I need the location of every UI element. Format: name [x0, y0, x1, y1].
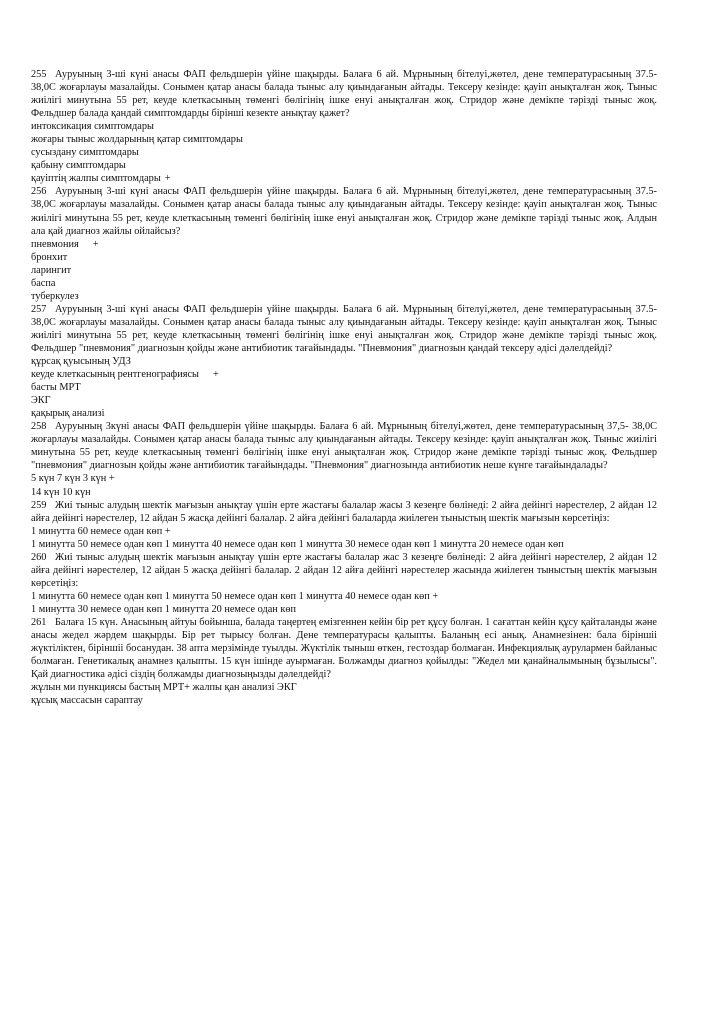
question-260: [31, 551, 657, 616]
question-259: [31, 499, 657, 551]
question-number: 258: [31, 421, 47, 433]
answer-option: баспа: [31, 277, 56, 289]
question-body: Ауруының 3күні анасы ФАП фельдшерін үйіне шақырды. Балаға 6 ай. Мұрнының бітелуі,жөтел, дене температурасының 37,5- 38,0С жоғарлауы мазалайды. Сонымен қатар анасы балада тыныс алу қиындағанын айтады. Тексеру кезінде: қауіп анықталған жоқ. Тыныс жиілігі минутына 55 рет, кеуде клеткасының төменгі бөлігінің ішке енуі анықталған жоқ. Стридор және демікпе тәрізді тыныс жоқ. Фельдшер "пневмония" диагнозын қойды және антибиотик тағайындады. "Пневмония" диагнозында антибиотик неше күнге тағайындалады?: [31, 421, 657, 472]
answer-option: қабыну симптомдары: [31, 160, 126, 172]
answer-option: құсық массасын сараптау: [31, 695, 143, 707]
question-255: [31, 68, 657, 185]
answer-option: 1 минутта 50 немесе одан көп 1 минутта 40 немесе одан көп 1 минутта 30 немесе одан көп 1 минутта 20 немесе одан көп: [31, 538, 564, 550]
answer-option: басты МРТ: [31, 382, 81, 394]
question-body: Балаға 15 күн. Анасының айтуы бойынша, балада таңертең емізгеннен кейін бір рет құсу болған. 1 сағаттан кейін құсу қайталанды және анасы жедел жәрдем шақырды. Бір рет тырысу болған. Дене температурасы қалыпты. Баланың есі анық. Анамнезінен: бала біріншіі жүктіліктен, біріншіі босанудан. 38 апта мерзімінде туылды. Жүктілік тыныш өткен, гестоздар болмаған. Инфекциялық аурулармен байланыс болмаған. Генетикалық анамнез қалыпты. 15 күн ішінде ауырмаған. Болжамды диагноз қойылды: "Жедел ми қанайналымының бұзылысы". Қай диагностика әдісі сіздің болжамды диагнозыңызды дәлелдейді?: [31, 616, 657, 681]
correct-mark: +: [212, 369, 219, 381]
question-number: 255: [31, 69, 47, 80]
question-body: Ауруының 3-ші күні анасы ФАП фельдшерін үйіне шақырды. Балаға 6 ай. Мұрнының бітелуі,жөтел, дене температурасының 37.5- 38,0С жоғарлауы мазалайды. Сонымен қатар анасы балада тыныс алу қиындағанын айтады. Тексеру кезінде: қауіп анықталған жоқ. Тыныс жиілігі минутына 55 рет, кеуде клеткасының төменгі бөлігінің ішке енуі анықталған жоқ. Стридор және демікпе тәрізді тыныс жоқ. Фельдшер "пневмония" диагнозын қойды және антибиотик тағайындады. "Пневмония" диагнозын қандай тексеру әдісі дәлелдейді?: [31, 303, 657, 354]
question-number: 259: [31, 499, 47, 511]
answer-option: интоксикация симптомдары: [31, 121, 154, 133]
answer-option: 14 күн 10 күн: [31, 486, 91, 498]
answer-option: 1 минутта 60 немесе одан көп +: [31, 525, 171, 537]
question-256: [31, 185, 657, 302]
answer-option: ЭКГ: [31, 395, 51, 407]
question-text: [31, 616, 657, 681]
correct-mark: +: [92, 238, 99, 250]
question-text: [31, 420, 657, 472]
question-text: [31, 68, 657, 120]
question-body: Ауруының 3-ші күні анасы ФАП фельдшерін үйіне шақырды. Балаға 6 ай. Мұрнының бітелуі,жөтел, дене температурасының 37.5- 38,0С жоғарлауы мазалайды. Сонымен қатар анасы балада тыныс алу қиындағанын айтады. Тексеру кезінде: қауіп анықталған жоқ. Тыныс жиілігі минутына 55 рет, кеуде клеткасының төменгі бөлігінің ішке енуі анықталған жоқ. Стридор және демікпе тәрізді тыныс жоқ. Алдын ала қай диагноз жайлы ойлайсыз?: [31, 186, 657, 237]
answer-option-correct: кеуде клеткасының рентгенографиясы +: [31, 369, 219, 381]
question-number: 256: [31, 186, 47, 198]
question-258: [31, 420, 657, 498]
question-text: [31, 499, 657, 525]
answer-option: құрсақ қуысының УДЗ: [31, 356, 131, 368]
answer-option: жоғары тыныс жолдарының қатар симптомдары: [31, 134, 243, 146]
question-number: 261: [31, 616, 47, 628]
answer-option: 1 минутта 30 немесе одан көп 1 минутта 20 немесе одан көп: [31, 603, 297, 615]
question-body: Ауруының 3-ші күні анасы ФАП фельдшерін үйіне шақырды. Балаға 6 ай. Мұрнының бітелуі,жөтел, дене температурасының 37.5- 38,0С жоғарлауы мазалайды. Сонымен қатар анасы балада тыныс алу қиындағанын айтады. Тексеру кезінде: қауіп анықталған жоқ. Тыныс жиілігі минутына 55 рет, кеуде клеткасының төменгі бөлігінің ішке енуі анықталған жоқ. Стридор және демікпе тәрізді тыныс жоқ. Фельдшер балада қандай симптомдарды бірінші кезекте анықтау қажет?: [31, 69, 657, 120]
answer-option: 1 минутта 60 немесе одан көп 1 минутта 50 немесе одан көп 1 минутта 40 немесе одан көп +: [31, 590, 439, 602]
correct-mark: +: [164, 173, 171, 185]
answer-option: қақырық анализі: [31, 408, 105, 420]
answer-option: жұлын ми пункциясы бастың МРТ+ жалпы қан анализі ЭКГ: [31, 682, 297, 694]
question-text: [31, 303, 657, 355]
answer-option-correct: қауіптің жалпы симптомдары +: [31, 173, 171, 185]
answer-option: 5 күн 7 күн 3 күн +: [31, 473, 115, 485]
answer-option: туберкулез: [31, 290, 79, 302]
answer-option: бронхит: [31, 251, 68, 263]
question-text: [31, 551, 657, 590]
question-number: 260: [31, 551, 47, 563]
question-261: [31, 616, 657, 707]
question-257: [31, 303, 657, 420]
question-body: Жиі тыныс алудың шектік мағызын анықтау үшін ерте жастағы балалар жасы 3 кезеңге бөлінеді: 2 айға дейінгі нәрестелер, 2 айдан 12 айға дейінгі нәрестелер, 12 айдан 5 жасқа дейінгі балалар. 2 айға дейінгі балаларда жиілеген тыныстың шектік мағызын көрсетіңіз:: [31, 499, 657, 524]
question-number: 257: [31, 303, 47, 315]
answer-option-correct: пневмония +: [31, 238, 99, 250]
question-text: [31, 185, 657, 237]
answer-option: сусыздану симптомдары: [31, 147, 139, 159]
answer-option: ларингит: [31, 264, 72, 276]
question-body: Жиі тыныс алудың шектік мағызын анықтау үшін ерте жастағы балалар жас 3 кезеңге бөлінеді: 2 айға дейінгі нәрестелер, 2 айдан 12 айға дейінгі нәрестелер, 12 айдан 5 жасқа дейінгі балалар. 2 айдан 12 айға дейінгі нәрестелер жасында жиілеген тыныстың шектік мағызын көрсетіңіз:: [31, 551, 657, 589]
